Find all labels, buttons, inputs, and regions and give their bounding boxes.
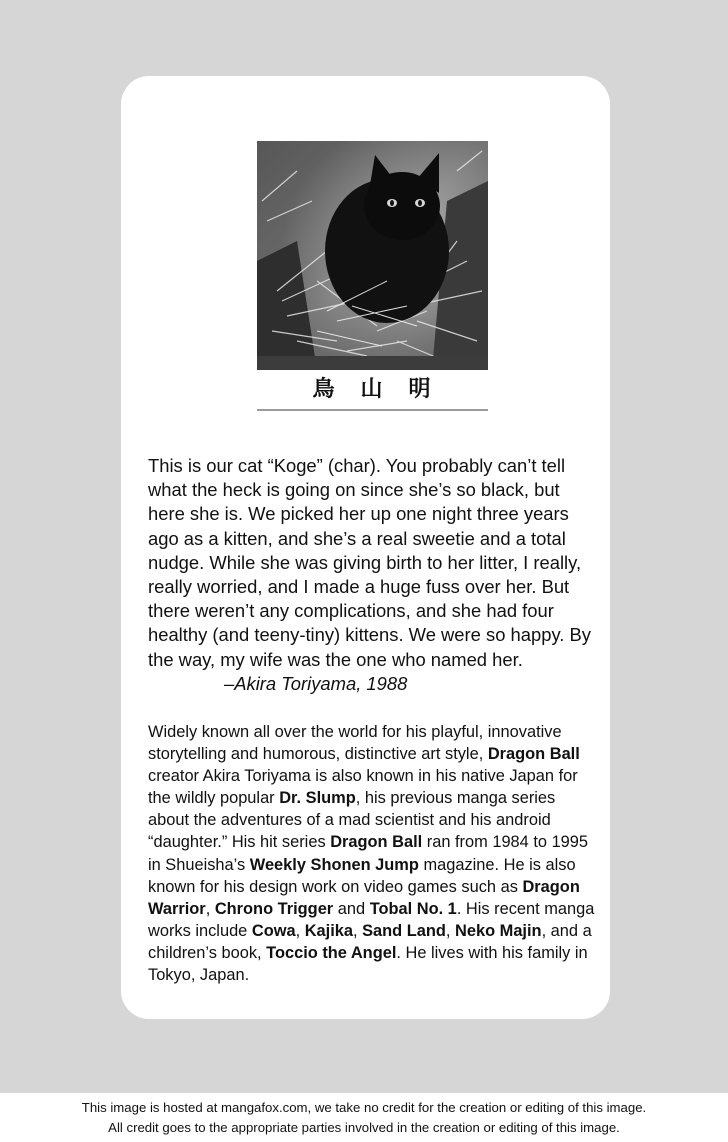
- bio-text: , his previous manga series about the adventures of a mad scientist and his android “daughter.” His hit series: [148, 789, 556, 852]
- author-name-kanji: 鳥 山 明: [312, 377, 433, 402]
- bio-title: Tobal No. 1: [369, 899, 457, 918]
- bio-title: Sand Land: [362, 921, 446, 940]
- bio-title: Cowa: [251, 921, 296, 940]
- bio-title: Kajika: [304, 921, 353, 940]
- bio-title: Dragon Warrior: [148, 877, 580, 918]
- bio-text: Widely known all over the world for his playful, innovative storytelling and humorous, distinctive art style,: [148, 723, 562, 764]
- bio-text: , and a children’s book,: [148, 921, 592, 962]
- bio-title: Weekly Shonen Jump: [249, 855, 419, 874]
- author-quote: [148, 454, 598, 696]
- bio-text: ,: [205, 899, 211, 918]
- name-divider: [257, 409, 488, 411]
- author-bio: [148, 721, 598, 986]
- footer-line-1: This image is hosted at mangafox.com, we take no credit for the creation or editing of this image.: [81, 1100, 647, 1115]
- cat-photo: [257, 141, 488, 370]
- bio-title: Toccio the Angel: [266, 943, 397, 962]
- bio-text: ,: [353, 921, 358, 940]
- bio-text: . His recent manga works include: [148, 899, 595, 940]
- bio-title: Dragon Ball: [487, 745, 580, 764]
- quote-signature: –Akira Toriyama, 1988: [224, 672, 408, 694]
- quote-text: This is our cat “Koge” (char). You probably can’t tell what the heck is going on since she’s so black, but here she is. We picked her up one night three years ago as a kitten, and she’s a real sweetie and a total nudge. While she was giving birth to her litter, I really, really worried, and I made a huge fuss over her. But there weren’t any complications, and she had four healthy (and teeny-tiny) kittens. We were so happy. By the way, my wife was the one who named her.: [148, 455, 591, 670]
- author-card: [121, 76, 610, 1019]
- bio-text: creator Akira Toriyama is also known in his native Japan for the wildly popular: [148, 767, 578, 808]
- bio-text: ran from 1984 to 1995 in Shueisha’s: [148, 833, 589, 874]
- bio-text: ,: [295, 921, 301, 940]
- bio-title: Neko Majin: [455, 921, 542, 940]
- bio-text: and: [337, 899, 366, 918]
- footer-line-2: All credit goes to the appropriate parties involved in the creation or editing of this image.: [108, 1120, 620, 1135]
- bio-text: magazine. He is also known for his design work on video games such as: [148, 855, 576, 896]
- bio-text: ,: [445, 921, 451, 940]
- bio-title: Dragon Ball: [330, 833, 423, 852]
- bio-title: Chrono Trigger: [214, 899, 334, 918]
- bio-text: . He lives with his family in Tokyo, Japan.: [148, 943, 588, 985]
- hosting-credit-footer: [0, 1093, 728, 1142]
- bio-title: Dr. Slump: [279, 789, 356, 808]
